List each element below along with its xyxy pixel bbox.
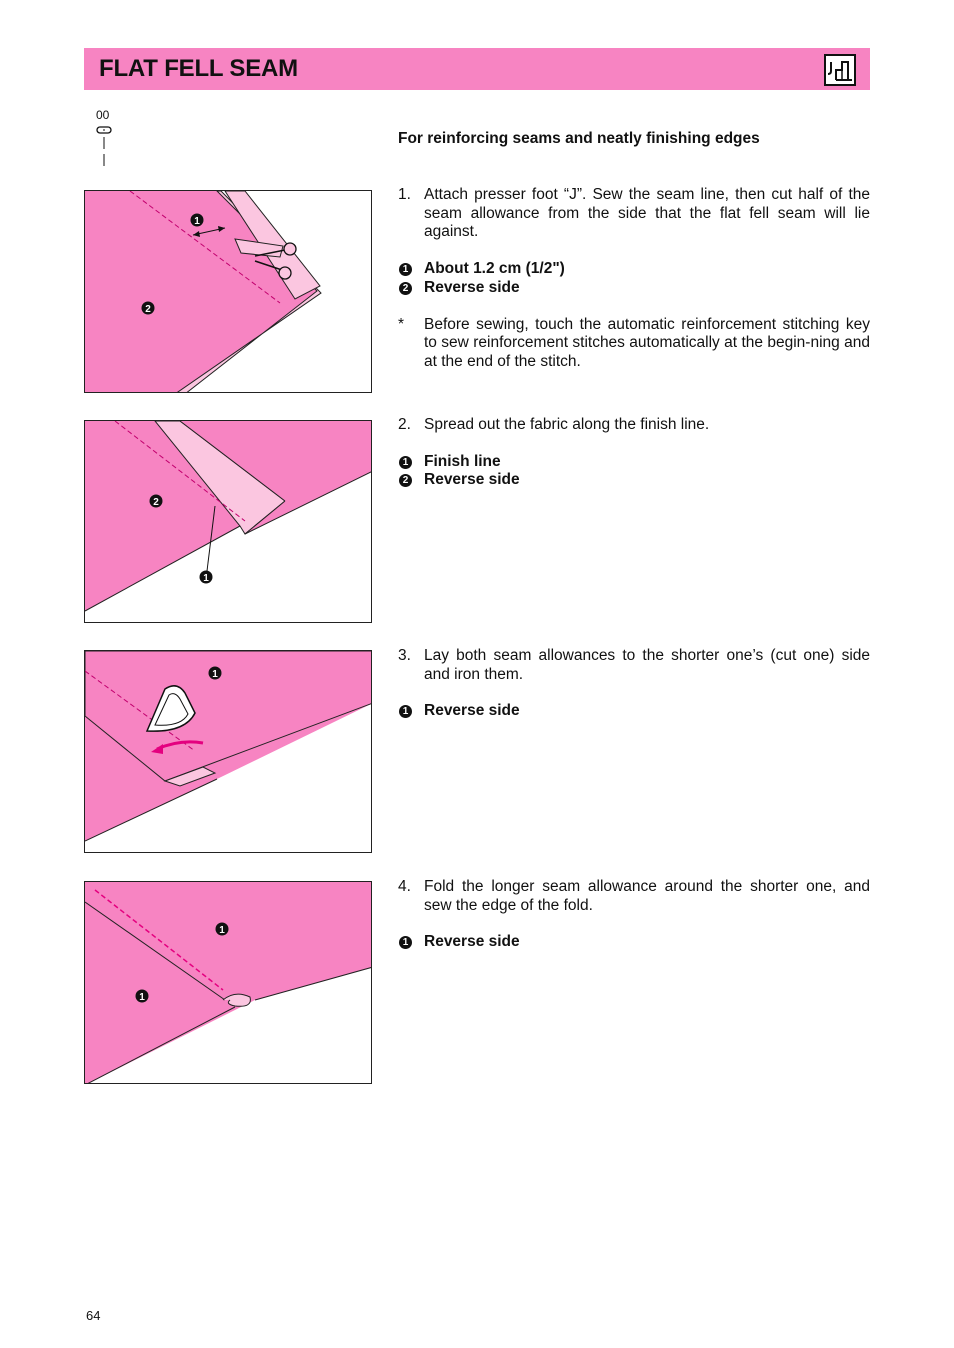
callout-label: 1 bbox=[212, 669, 218, 680]
legend-text: Reverse side bbox=[424, 471, 520, 489]
straight-stitch-icon bbox=[94, 124, 116, 170]
figure-step-3 bbox=[84, 650, 372, 853]
callout-label: 1 bbox=[194, 216, 200, 227]
legend-text: About 1.2 cm (1/2") bbox=[424, 260, 565, 278]
note-mark: * bbox=[398, 315, 405, 333]
legend-badge: 1 bbox=[399, 705, 412, 718]
presser-foot-j-icon bbox=[824, 54, 856, 86]
legend-item bbox=[398, 453, 870, 472]
instruction-step bbox=[398, 647, 870, 684]
step-4-text bbox=[398, 878, 870, 952]
callout-badge bbox=[200, 571, 213, 585]
legend-text: Reverse side bbox=[424, 278, 520, 296]
legend-item bbox=[398, 260, 870, 279]
note-text: Before sewing, touch the automatic reinforcement stitching key to sew reinforcement stitches automatically at the begin-ning and at the end of the stitch. bbox=[424, 315, 870, 370]
instruction-step bbox=[398, 878, 870, 915]
step-instruction: Lay both seam allowances to the shorter one’s (cut one) side and iron them. bbox=[424, 647, 870, 683]
step-number: 3. bbox=[398, 647, 411, 664]
step-number: 4. bbox=[398, 878, 411, 895]
step-instruction: Fold the longer seam allowance around the shorter one, and sew the edge of the fold. bbox=[424, 878, 870, 914]
figure-step-1 bbox=[84, 190, 372, 393]
legend-badge: 2 bbox=[399, 282, 412, 295]
callout-label: 1 bbox=[203, 573, 209, 584]
step-3-text bbox=[398, 647, 870, 721]
note bbox=[398, 316, 870, 372]
stitch-pattern bbox=[94, 108, 116, 170]
legend-item bbox=[398, 471, 870, 490]
step-number: 2. bbox=[398, 416, 411, 433]
callout-label: 1 bbox=[219, 925, 225, 936]
step-number: 1. bbox=[398, 186, 411, 203]
callout-label: 2 bbox=[145, 304, 151, 315]
intro-text: For reinforcing seams and neatly finishing edges bbox=[398, 130, 760, 147]
legend-badge: 2 bbox=[399, 474, 412, 487]
page-number: 64 bbox=[86, 1308, 101, 1323]
legend-text: Finish line bbox=[424, 452, 501, 470]
step-instruction: Spread out the fabric along the finish line. bbox=[424, 416, 710, 433]
stitch-code: 00 bbox=[96, 108, 110, 122]
figure-step-4 bbox=[84, 881, 372, 1084]
legend-text: Reverse side bbox=[424, 933, 520, 951]
legend-item bbox=[398, 933, 870, 952]
legend-item bbox=[398, 702, 870, 721]
legend-badge: 1 bbox=[399, 936, 412, 949]
callout-label: 1 bbox=[139, 992, 145, 1003]
instruction-step bbox=[398, 416, 870, 435]
legend-item bbox=[398, 279, 870, 298]
legend-badge: 1 bbox=[399, 263, 412, 276]
step-2-text bbox=[398, 416, 870, 490]
step-instruction: Attach presser foot “J”. Sew the seam line, then cut half of the seam allowance from the side that the flat fell seam will lie against. bbox=[424, 186, 870, 241]
legend-text: Reverse side bbox=[424, 702, 520, 720]
legend-badge: 1 bbox=[399, 456, 412, 469]
callout-label: 2 bbox=[153, 497, 159, 508]
page-title: FLAT FELL SEAM bbox=[99, 55, 298, 82]
step-1-text bbox=[398, 186, 870, 372]
figure-step-2 bbox=[84, 420, 372, 623]
instruction-step bbox=[398, 186, 870, 242]
section-header bbox=[84, 48, 870, 90]
